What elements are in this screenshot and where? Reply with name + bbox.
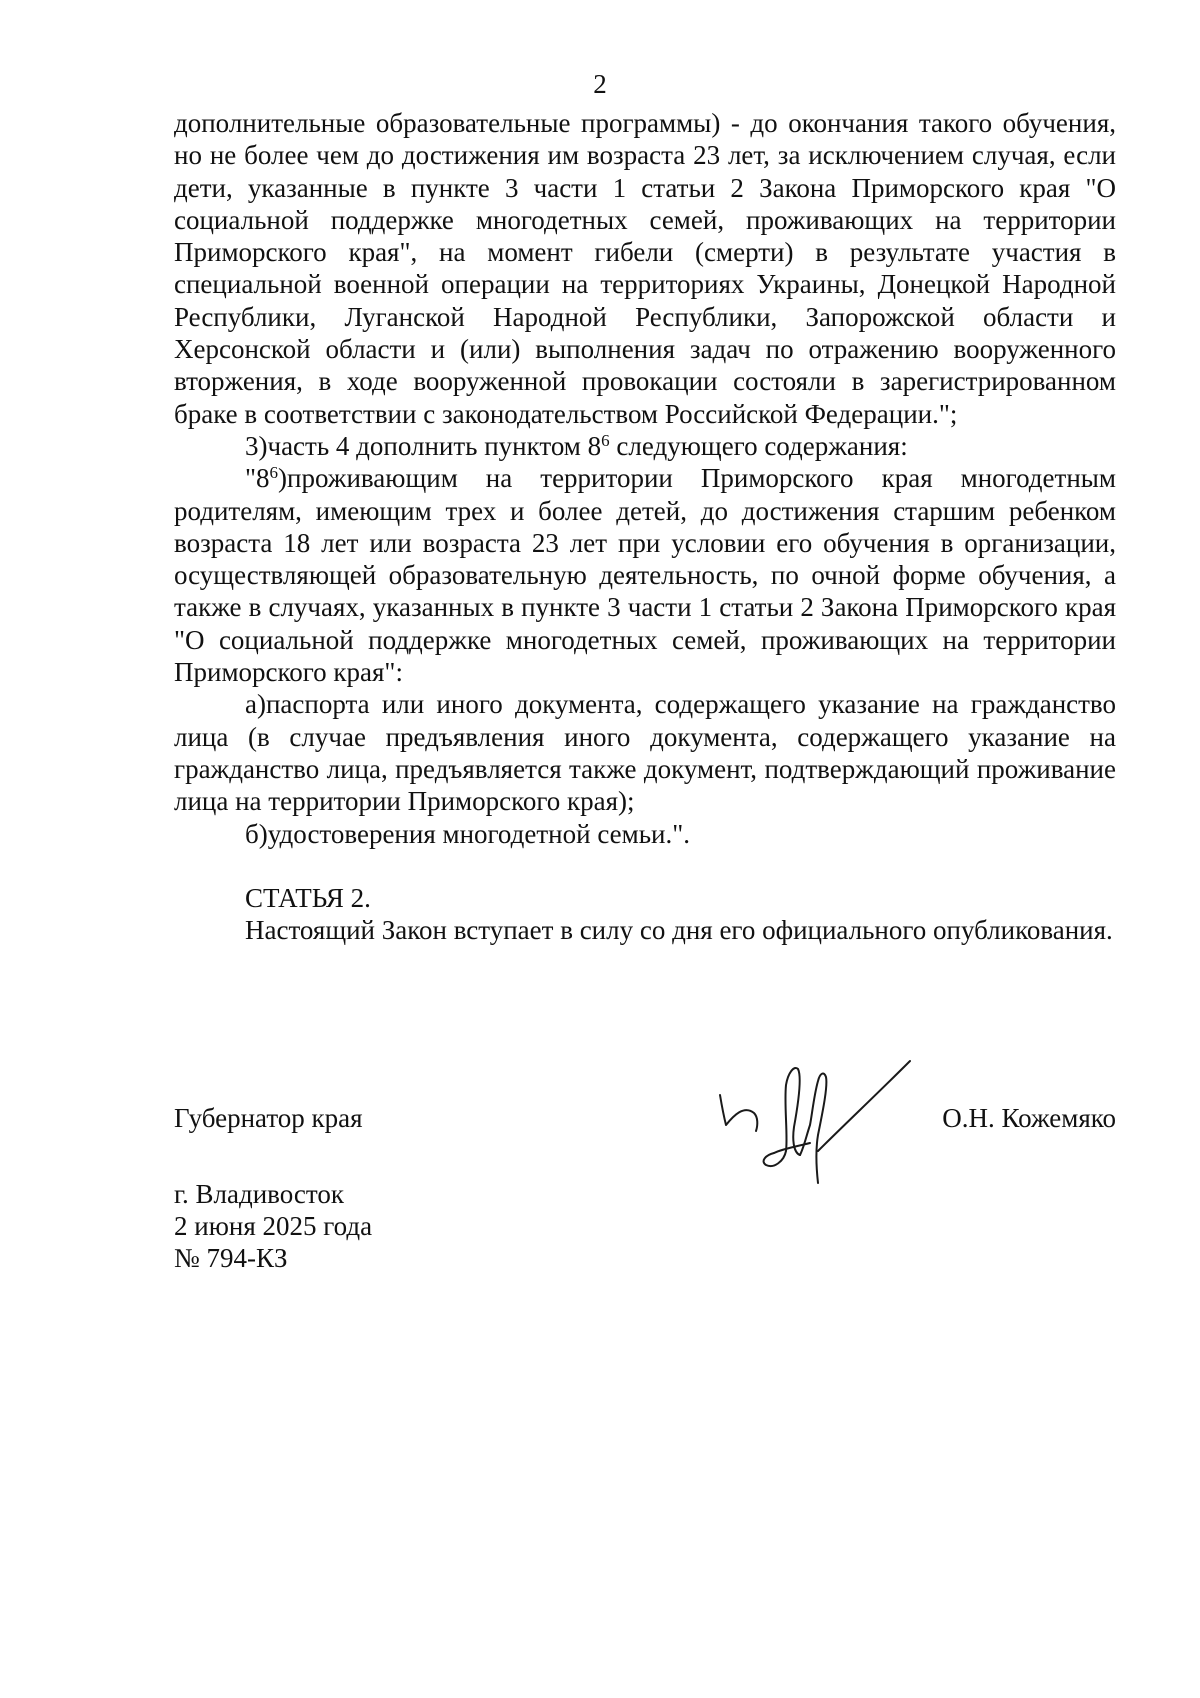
- amendment-3-text: 3)часть 4 дополнить пунктом 8: [245, 430, 602, 461]
- superscript: 6: [601, 430, 610, 450]
- paragraph-continuation: дополнительные образовательные программы) - до окончания такого обучения, но не более чем до достижения им возраста 23 лет, за исключением случая, если дети, указанные в пункте 3 части 1 статьи 2 Закона Приморского края "О социальной поддержке многодетных семей, проживающих на территории Приморского края", на момент гибели (смерти) в результате участия в специальной военной операции на территориях Украины, Донецкой Народной Республики, Луганской Народной Республики, Запорожской области и Херсонской области и (или) выполнения задач по отражению вооруженного вторжения, в ходе вооруженной провокации состояли в зарегистрированном браке в соответствии с законодательством Российской Федерации.";: [174, 108, 1116, 429]
- signature-block: [174, 1102, 1116, 1142]
- point-8-6-start: "8: [245, 463, 270, 494]
- paragraph-point-8-6: [174, 462, 1116, 688]
- document-body: [174, 107, 1116, 946]
- footer-date: 2 июня 2025 года: [174, 1211, 373, 1241]
- footer-number: № 794-КЗ: [174, 1243, 288, 1273]
- paragraph-subpoint-b: б)удостоверения многодетной семьи.".: [245, 818, 690, 849]
- point-8-6-text: )проживающим на территории Приморского края многодетным родителям, имеющим трех и более детей, до достижения старшим ребенком возраста 18 лет или возраста 23 лет при условии его обучения в организации, осуществляющей образовательную деятельность, по очной форме обучения, а также в случаях, указанных в пункте 3 части 1 статьи 2 Закона Приморского края "О социальной поддержке многодетных семей, проживающих на территории Приморского края":: [174, 463, 1116, 688]
- governor-title: Губернатор края: [174, 1103, 363, 1133]
- article-2-heading: СТАТЬЯ 2.: [245, 882, 371, 913]
- paragraph-subpoint-a: а)паспорта или иного документа, содержащего указание на гражданство лица (в случае предъявления иного документа, содержащего указание на гражданство лица, предъявляется также документ, подтверждающий проживание лица на территории Приморского края);: [174, 689, 1116, 817]
- superscript: 6: [269, 463, 279, 483]
- paragraph-amendment-3: [174, 430, 1116, 462]
- governor-name: О.Н. Кожемяко: [942, 1103, 1116, 1133]
- document-footer: [174, 1178, 372, 1274]
- page-number: 2: [593, 69, 607, 99]
- handwritten-signature: [714, 1055, 934, 1195]
- amendment-3-text-end: следующего содержания:: [609, 430, 908, 461]
- footer-city: г. Владивосток: [174, 1179, 344, 1209]
- article-2-text: Настоящий Закон вступает в силу со дня его официального опубликования.: [245, 915, 1113, 946]
